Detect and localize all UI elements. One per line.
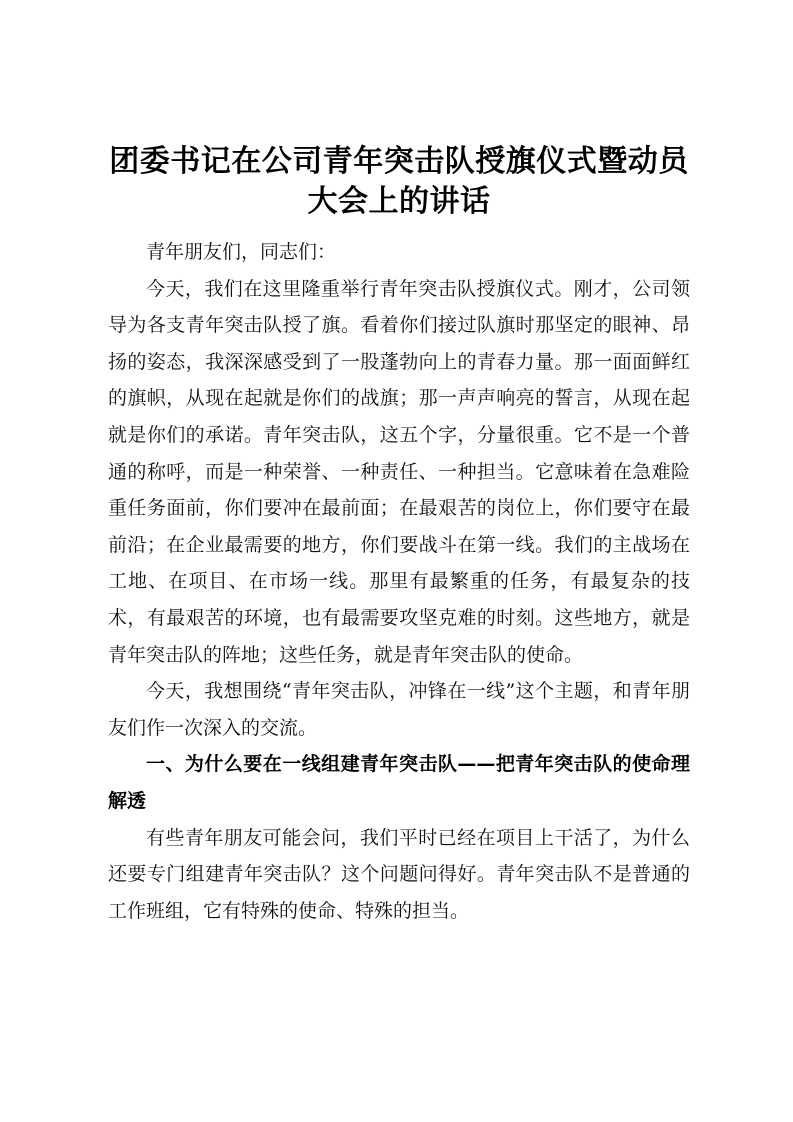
body-paragraph-2: 今天，我想围绕“青年突击队，冲锋在一线”这个主题，和青年朋友们作一次深入的交流。 — [108, 680, 690, 739]
document-page — [108, 142, 690, 929]
body-paragraph-1: 今天，我们在这里隆重举行青年突击队授旗仪式。刚才，公司领导为各支青年突击队授了旗。看着你们接过队旗时那坚定的眼神、昂扬的姿态，我深深感受到了一股蓬勃向上的青春力量。那一面面鲜红的旗帜，从现在起就是你们的战旗；那一声声响亮的誓言，从现在起就是你们的承诺。青年突击队，这五个字，分量很重。它不是一个普通的称呼，而是一种荣誉、一种责任、一种担当。它意味着在急难险重任务面前，你们要冲在最前面；在最艰苦的岗位上，你们要守在最前沿；在企业最需要的地方，你们要战斗在第一线。我们的主战场在工地、在项目、在市场一线。那里有最繁重的任务，有最复杂的技术，有最艰苦的环境，也有最需要攻坚克难的时刻。这些地方，就是青年突击队的阵地；这些任务，就是青年突击队的使命。 — [108, 277, 690, 666]
salutation: 青年朋友们，同志们： — [146, 241, 337, 263]
section-heading-1: 一、为什么要在一线组建青年突击队——把青年突击队的使命理解透 — [108, 753, 690, 812]
section-paragraph-1: 有些青年朋友可能会问，我们平时已经在项目上干活了，为什么还要专门组建青年突击队？这个问题问得好。青年突击队不是普通的工作班组，它有特殊的使命、特殊的担当。 — [108, 826, 690, 922]
document-title: 团委书记在公司青年突击队授旗仪式暨动员大会上的讲话 — [109, 144, 689, 219]
